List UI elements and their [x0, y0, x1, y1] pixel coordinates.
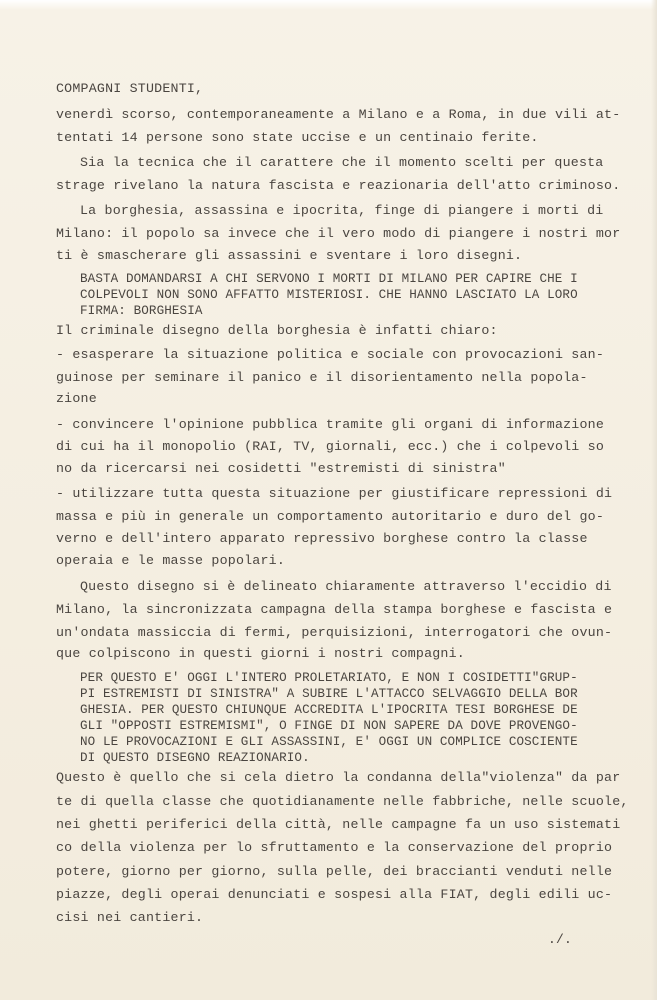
text-line: venerdì scorso, contemporaneamente a Milano e a Roma, in due vili at-: [56, 107, 621, 122]
text-line: nei ghetti periferici della città, nelle campagne fa un uso sistemati: [56, 817, 621, 832]
caps-line: COLPEVOLI NON SONO AFFATTO MISTERIOSI. CHE HANNO LASCIATO LA LORO: [80, 288, 578, 302]
text-line: strage rivelano la natura fascista e reazionaria dell'atto criminoso.: [56, 178, 621, 193]
text-line: tentati 14 persone sono state uccise e un centinaio ferite.: [56, 130, 539, 145]
bullet-line: zione: [56, 391, 97, 406]
text-line: Questo disegno si è delineato chiaramente attraverso l'eccidio di: [80, 579, 612, 594]
text-line: potere, giorno per giorno, sulla pelle, dei braccianti venduti nelle: [56, 864, 613, 879]
caps-line: PER QUESTO E' OGGI L'INTERO PROLETARIATO, E NON I COSIDETTI"GRUP-: [80, 671, 578, 685]
text-line: co della violenza per lo sfruttamento e la conservazione del proprio: [56, 840, 613, 855]
caps-line: PI ESTREMISTI DI SINISTRA" A SUBIRE L'ATTACCO SELVAGGIO DELLA BOR: [80, 687, 578, 701]
text-line: Milano, la sincronizzata campagna della stampa borghese e fascista e: [56, 602, 613, 617]
paper-right-edge: [651, 0, 657, 1000]
salutation: COMPAGNI STUDENTI,: [56, 81, 204, 96]
bullet-line: verno e dell'intero apparato repressivo borghese contro la classe: [56, 531, 588, 546]
bullet-line: massa e più in generale un comportamento autoritario e duro del go-: [56, 509, 605, 524]
text-line: piazze, degli operai denunciati e sospesi alla FIAT, degli edili uc-: [56, 887, 613, 902]
text-line: un'ondata massiccia di fermi, perquisizioni, interrogatori che ovun-: [56, 625, 613, 640]
caps-line: GHESIA. PER QUESTO CHIUNQUE ACCREDITA L'IPOCRITA TESI BORGHESE DE: [80, 703, 578, 717]
text-line: te di quella classe che quotidianamente nelle fabbriche, nelle scuole,: [56, 794, 629, 809]
text-line: Questo è quello che si cela dietro la condanna della"violenza" da par: [56, 770, 621, 785]
continuation-mark: ./.: [548, 932, 573, 947]
text-line: Sia la tecnica che il carattere che il momento scelti per questa: [80, 155, 604, 170]
bullet-line: operaia e le masse popolari.: [56, 553, 286, 568]
bullet-line: - utilizzare tutta questa situazione per giustificare repressioni di: [56, 486, 613, 501]
caps-line: FIRMA: BORGHESIA: [80, 304, 203, 318]
text-line: Milano: il popolo sa invece che il vero modo di piangere i nostri mor: [56, 226, 621, 241]
text-line: La borghesia, assassina e ipocrita, finge di piangere i morti di: [80, 203, 604, 218]
text-line: ti è smascherare gli assassini e sventare i loro disegni.: [56, 248, 523, 263]
caps-line: BASTA DOMANDARSI A CHI SERVONO I MORTI DI MILANO PER CAPIRE CHE I: [80, 272, 578, 286]
bullet-line: - esasperare la situazione politica e sociale con provocazioni san-: [56, 347, 605, 362]
bullet-line: - convincere l'opinione pubblica tramite gli organi di informazione: [56, 417, 605, 432]
bullet-line: no da ricercarsi nei cosidetti "estremisti di sinistra": [56, 461, 506, 476]
caps-line: NO LE PROVOCAZIONI E GLI ASSASSINI, E' OGGI UN COMPLICE COSCIENTE: [80, 735, 578, 749]
text-line: que colpiscono in questi giorni i nostri compagni.: [56, 646, 465, 661]
caps-line: GLI "OPPOSTI ESTREMISMI", O FINGE DI NON SAPERE DA DOVE PROVENGO-: [80, 719, 578, 733]
caps-line: DI QUESTO DISEGNO REAZIONARIO.: [80, 751, 310, 765]
bullet-line: guinose per seminare il panico e il disorientamento nella popola-: [56, 370, 588, 385]
text-line: cisi nei cantieri.: [56, 910, 204, 925]
text-line: Il criminale disegno della borghesia è infatti chiaro:: [56, 323, 498, 338]
paper-top-edge: [0, 0, 657, 10]
bullet-line: di cui ha il monopolio (RAI, TV, giornali, ecc.) che i colpevoli so: [56, 439, 605, 454]
